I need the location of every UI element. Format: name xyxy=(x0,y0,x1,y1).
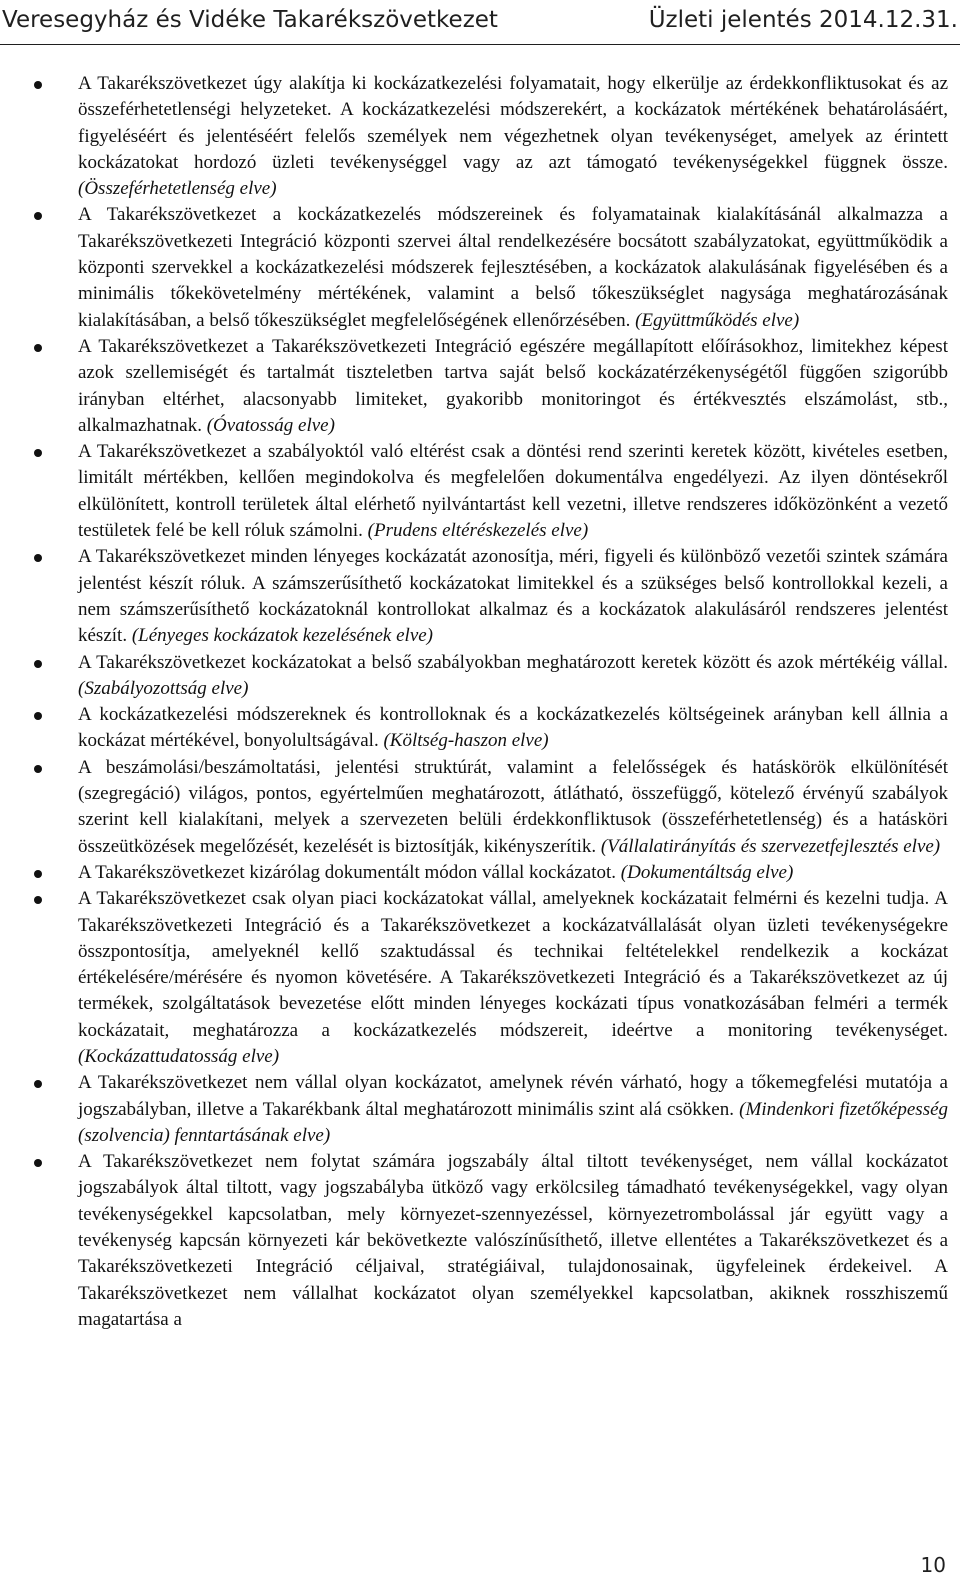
list-item xyxy=(78,334,948,439)
paragraph-text: A Takarékszövetkezet úgy alakítja ki kockázatkezelési folyamatait, hogy elkerülje az érdekkonfliktusokat és az összeférhetetlenségi helyzeteket. A kockázatkezelési módszerekért, a kockázatok mértékének behatárolásáért, figyeléséért és jelentéséért felelős személyek nem végezhetnek olyan tevékenységet, amelyek az érintett kockázatokat hordozó üzleti tevékenységgel vagy az azt támogató tevékenységekkel függnek össze. xyxy=(78,73,948,173)
paragraph-text: A Takarékszövetkezet a kockázatkezelés módszereinek és folyamatainak kialakításánál alkalmazza a Takarékszövetkezeti Integráció központi szervei által rendelkezésére bocsátott szabályzatokat, együttműködik a központi szervekkel a kockázatkezelési módszerek fejlesztésében, a kockázatok alakulásának figyelésében és a minimális tőkekövetelmény mértékének, valamint a belső tőkeszükséglet nagysága meghatározásának kialakításában, a belső tőkeszükséglet megfelelőségének ellenőrzésében. xyxy=(78,204,948,331)
paragraph-text: A Takarékszövetkezet kizárólag dokumentált módon vállal kockázatot. xyxy=(78,861,617,883)
list-item xyxy=(78,71,948,202)
principle-label: (Költség-haszon elve) xyxy=(383,730,549,752)
list-item xyxy=(78,1149,948,1333)
list-item xyxy=(78,1070,948,1149)
principle-label: (Prudens eltéréskezelés elve) xyxy=(367,520,589,542)
principle-label: (Óvatosság elve) xyxy=(206,414,335,436)
bullet-icon xyxy=(34,660,42,668)
bullet-icon xyxy=(34,765,42,773)
main-content xyxy=(78,71,948,1333)
list-item xyxy=(78,650,948,703)
list-item xyxy=(78,702,948,755)
page-header xyxy=(0,0,960,50)
principle-label: (Összeférhetetlenség elve) xyxy=(78,178,277,200)
paragraph-text: A Takarékszövetkezet kockázatokat a belső szabályokban meghatározott keretek között és azok mértékéig vállal. xyxy=(78,651,948,673)
principle-label: (Szabályozottság elve) xyxy=(78,677,249,699)
bullet-icon xyxy=(34,1080,42,1088)
bullet-icon xyxy=(34,1159,42,1167)
principle-label: (Mindenkori fizetőképesség (szolvencia) fenntartásának elve) xyxy=(78,1098,949,1146)
list-item xyxy=(78,544,948,649)
paragraph-text: A Takarékszövetkezet nem vállal olyan kockázatot, amelynek révén várható, hogy a tőkemegfelési mutatója a jogszabályban, illetve a Takarékbank által meghatározott minimális szint alá csökken. xyxy=(78,1072,948,1120)
page-number: 10 xyxy=(920,1553,946,1577)
principles-list xyxy=(78,71,948,1333)
list-item xyxy=(78,886,948,1070)
paragraph-text: A Takarékszövetkezet a szabályoktól való eltérést csak a döntési rend szerinti keretek között, kivételes esetben, limitált mértékben, kellően megindokolva és megfelelően dokumentálva engedélyezi. Az ilyen döntésekről elkülönített, kontroll területek által elérhető nyilvántartást kell vezetni, illetve rendszeres időközönként a vezető testületek felé be kell róluk számolni. xyxy=(78,441,948,542)
bullet-icon xyxy=(34,554,42,562)
bullet-icon xyxy=(34,449,42,457)
principle-label: (Együttműködés elve) xyxy=(635,309,800,331)
list-item xyxy=(78,439,948,544)
list-item xyxy=(78,860,948,886)
paragraph-text: A Takarékszövetkezet csak olyan piaci kockázatokat vállal, amelyeknek kockázatait felmérni és kezelni tudja. A Takarékszövetkezeti Integráció és a Takarékszövetkezet a kockázatvállalását olyan üzleti tevékenységekre összpontosítja, amelyeknél kellő szaktudással és technikai feltételekkel rendelkezik a kockázat értékelésére/mérésére és nyomon követésére. A Takarékszövetkezeti Integráció és a Takarékszövetkezet az új termékek, szolgáltatások bevezetése előtt minden lényeges kockázati típus vonatkozásában felméri a termék kockázatait, meghatározza a kockázatkezelés módszereit, ideértve a monitoring tevékenységet. xyxy=(78,888,948,1041)
principle-label: (Dokumentáltság elve) xyxy=(620,861,794,883)
principle-label: (Vállalatirányítás és szervezetfejlesztés elve) xyxy=(600,835,941,857)
paragraph-text: A beszámolási/beszámoltatási, jelentési struktúrát, valamint a felelősségek és hatáskörök elkülönítését (szegregáció) világos, pontos, egyértelműen meghatározott, átlátható, összefüggő, kötelező érvényű szabályok szerint kell kialakítani, melyek a szervezeten belüli érdekkonfliktusok (összeférhetetlenség) és a hatásköri összeütközések megelőzését, kezelését is biztosítják, kikényszerítik. xyxy=(78,756,948,857)
paragraph-text: A Takarékszövetkezet minden lényeges kockázatát azonosítja, méri, figyeli és különböző vezetői szintek számára jelentést készít róluk. A számszerűsíthető kockázatokat limitekkel és a szükséges belső kontrollokkal kezeli, a nem számszerűsíthető kockázatoknál kontrollokat alkalmaz és a kockázatok alakulásáról rendszeres jelentést készít. xyxy=(78,546,948,647)
bullet-icon xyxy=(34,870,42,878)
paragraph-text: A Takarékszövetkezet nem folytat számára jogszabály által tiltott tevékenységet, nem vállal kockázatot jogszabályok által tiltott, vagy jogszabályba ütköző vagy erkölcsileg támadható tevékenységekkel, vagy olyan tevékenységekkel kapcsolatban, mely környezet-szennyezéssel, környezetrombolással jár együtt vagy a tevékenység kapcsán környezeti kár bekövetkezte valószínűsíthető, illetve ellentétes a Takarékszövetkezet és a Takarékszövetkezeti Integráció céljaival, stratégiáival, tulajdonosainak, ügyfeleinek érdekeivel. A Takarékszövetkezet nem vállalhat kockázatot olyan személyekkel kapcsolatban, akiknek rosszhiszemű magatartása a xyxy=(78,1151,948,1330)
list-item xyxy=(78,755,948,860)
bullet-icon xyxy=(34,212,42,220)
paragraph-text: A Takarékszövetkezet a Takarékszövetkezeti Integráció egészére megállapított előírásokhoz, limitekhez képest azok szellemiségét és tartalmát tiszteletben tartva saját belső kockázatérzékenységétől függően szigorúbb irányban eltérhet, alacsonyabb limiteket, gyakoribb monitoringot és értékvesztés elszámolást, stb., alkalmazhatnak. xyxy=(78,335,948,436)
bullet-icon xyxy=(34,81,42,89)
paragraph-text: A kockázatkezelési módszereknek és kontrolloknak és a kockázatkezelés költségeinek arányban kell állnia a kockázat mértékével, bonyolultságával. xyxy=(78,704,948,752)
list-item xyxy=(78,202,948,333)
bullet-icon xyxy=(34,712,42,720)
bullet-icon xyxy=(34,896,42,904)
bullet-icon xyxy=(34,344,42,352)
principle-label: (Lényeges kockázatok kezelésének elve) xyxy=(131,625,434,647)
header-report-title: Üzleti jelentés 2014.12.31. xyxy=(648,7,958,33)
principle-label: (Kockázattudatosság elve) xyxy=(78,1045,280,1067)
header-divider xyxy=(0,44,960,45)
header-institution-name: Veresegyház és Vidéke Takarékszövetkezet xyxy=(2,7,498,33)
